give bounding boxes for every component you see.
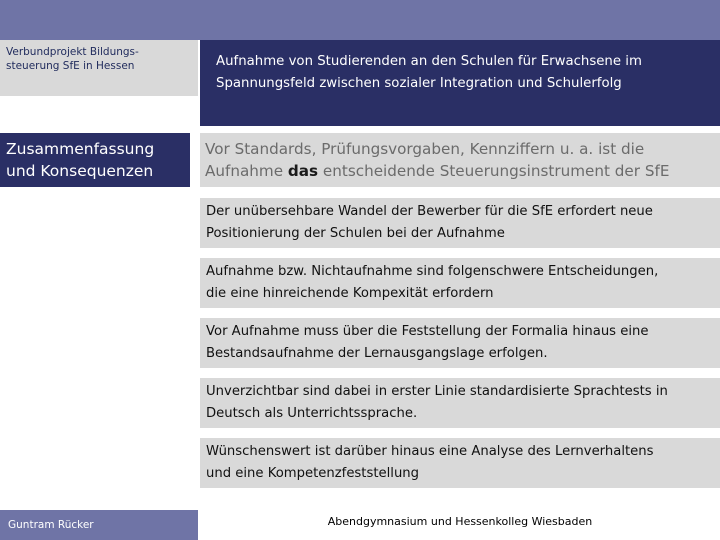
section-label (0, 133, 190, 187)
project-label (0, 40, 198, 96)
bullet-item (200, 258, 720, 308)
key-statement-post: entscheidende Steuerungsinstrument der SfE (318, 162, 670, 180)
key-statement-line-1: Vor Standards, Prüfungsvorgaben, Kennziffern u. a. ist die (205, 140, 645, 158)
bullet-line-1: Unverzichtbar sind dabei in erster Linie standardisierte Sprachtests in (206, 384, 668, 399)
project-label-line-2: steuerung SfE in Hessen (6, 60, 135, 72)
bullet-line-2: Bestandsaufnahme der Lernausgangslage erfolgen. (206, 346, 548, 361)
bullet-item (200, 378, 720, 428)
slide-title-line-2: Spannungsfeld zwischen sozialer Integration und Schulerfolg (216, 76, 622, 91)
footer-author: Guntram Rücker (0, 510, 198, 540)
bullet-line-2: und eine Kompetenzfeststellung (206, 466, 420, 481)
bullet-line-2: Deutsch als Unterrichtssprache. (206, 406, 418, 421)
bullet-item (200, 198, 720, 248)
section-label-line-2: und Konsequenzen (6, 162, 154, 180)
section-label-line-1: Zusammenfassung (6, 140, 155, 158)
project-label-line-1: Verbundprojekt Bildungs- (6, 46, 139, 58)
bullet-line-1: Vor Aufnahme muss über die Feststellung der Formalia hinaus eine (206, 324, 649, 339)
key-statement (200, 133, 720, 187)
slide-title-line-1: Aufnahme von Studierenden an den Schulen für Erwachsene im (216, 54, 642, 69)
footer-school: Abendgymnasium und Hessenkolleg Wiesbaden (327, 515, 593, 528)
bullet-line-2: die eine hinreichende Kompexität erfordern (206, 286, 494, 301)
bullet-line-2: Positionierung der Schulen bei der Aufnahme (206, 226, 505, 241)
bullet-item (200, 438, 720, 488)
bullet-item (200, 318, 720, 368)
bullet-line-1: Aufnahme bzw. Nichtaufnahme sind folgenschwere Entscheidungen, (206, 264, 659, 279)
bullet-line-1: Wünschenswert ist darüber hinaus eine Analyse des Lernverhaltens (206, 444, 654, 459)
slide-title (200, 40, 720, 126)
key-statement-emphasis: das (287, 162, 319, 180)
top-banner (0, 0, 720, 40)
key-statement-line-2 (205, 160, 715, 182)
key-statement-pre: Aufnahme (205, 162, 288, 180)
bullet-line-1: Der unübersehbare Wandel der Bewerber für die SfE erfordert neue (206, 204, 653, 219)
